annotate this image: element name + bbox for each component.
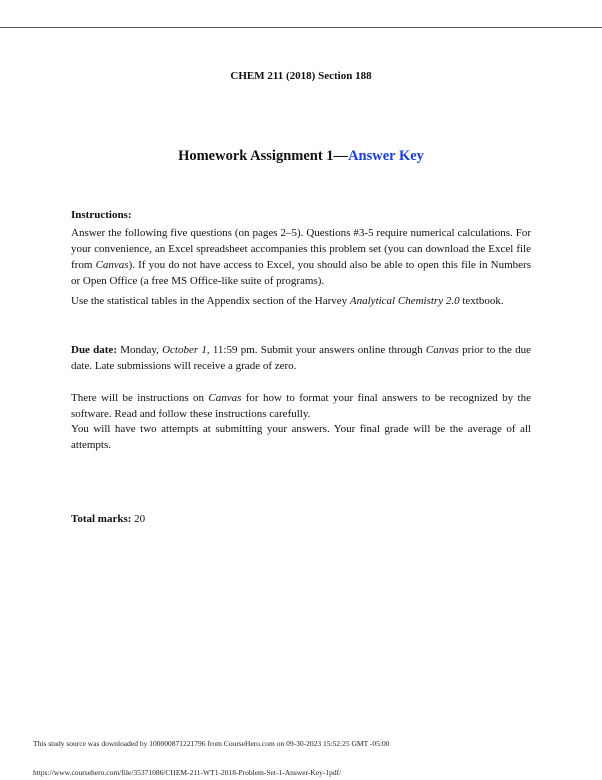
due-date-value: October 1 (162, 344, 207, 356)
format-text-b: for how to format your final answers to be recognized by the software. Read and follow these instructions carefully. (71, 392, 531, 420)
format-text-a: There will be instructions on (71, 392, 209, 404)
top-divider (0, 27, 602, 28)
due-canvas: Canvas (425, 344, 459, 356)
format-canvas: Canvas (208, 392, 242, 404)
due-text-a: Monday, (116, 344, 163, 356)
source-url[interactable]: https://www.coursehero.com/file/35371086/CHEM-211-WT1-2018-Problem-Set-1-Answer-Key-1pdf/ (33, 768, 342, 777)
download-note: This study source was downloaded by 100000871221796 from CourseHero.com on 09-30-2023 15:52:25 GMT -05:00 (33, 739, 390, 748)
title-answer-key: Answer Key (348, 148, 424, 164)
p1-text-b: ). If you do not have access to Excel, you should also be able to open this file in Numbers or Open Office (a free MS Office-like suite of programs). (71, 259, 531, 287)
attempts-text: You will have two attempts at submitting your answers. Your final grade will be the average of all attempts. (71, 423, 531, 451)
total-marks (71, 511, 531, 527)
instructions-paragraph-2 (71, 293, 531, 309)
total-marks-value: 20 (131, 513, 146, 525)
p2-text-b: textbook. (459, 295, 504, 307)
due-text-b: , 11:59 pm. Submit your answers online through (206, 344, 426, 356)
p1-text-a: Answer the following five questions (on pages 2–5). Questions #3-5 require numerical calculations. For your convenience, an Excel spreadsheet accompanies this problem set (you can download the Excel file from (71, 227, 531, 271)
due-text-c: prior to the due date. Late submissions will receive a grade of zero. (71, 344, 531, 372)
title-main: Homework Assignment 1— (178, 148, 349, 164)
course-heading: CHEM 211 (2018) Section 188 (230, 70, 372, 82)
total-marks-label: Total marks: (71, 513, 132, 525)
due-date-paragraph (71, 342, 531, 374)
p2-book-title: Analytical Chemistry 2.0 (349, 295, 460, 307)
due-date-label: Due date: (71, 344, 117, 356)
document-title (0, 148, 602, 165)
attempts-paragraph (71, 421, 531, 453)
instructions-paragraph-1 (71, 225, 531, 289)
format-paragraph (71, 390, 531, 422)
instructions-heading: Instructions: (71, 209, 132, 221)
p2-text-a: Use the statistical tables in the Appendix section of the Harvey (71, 295, 350, 307)
p1-canvas: Canvas (95, 259, 129, 271)
